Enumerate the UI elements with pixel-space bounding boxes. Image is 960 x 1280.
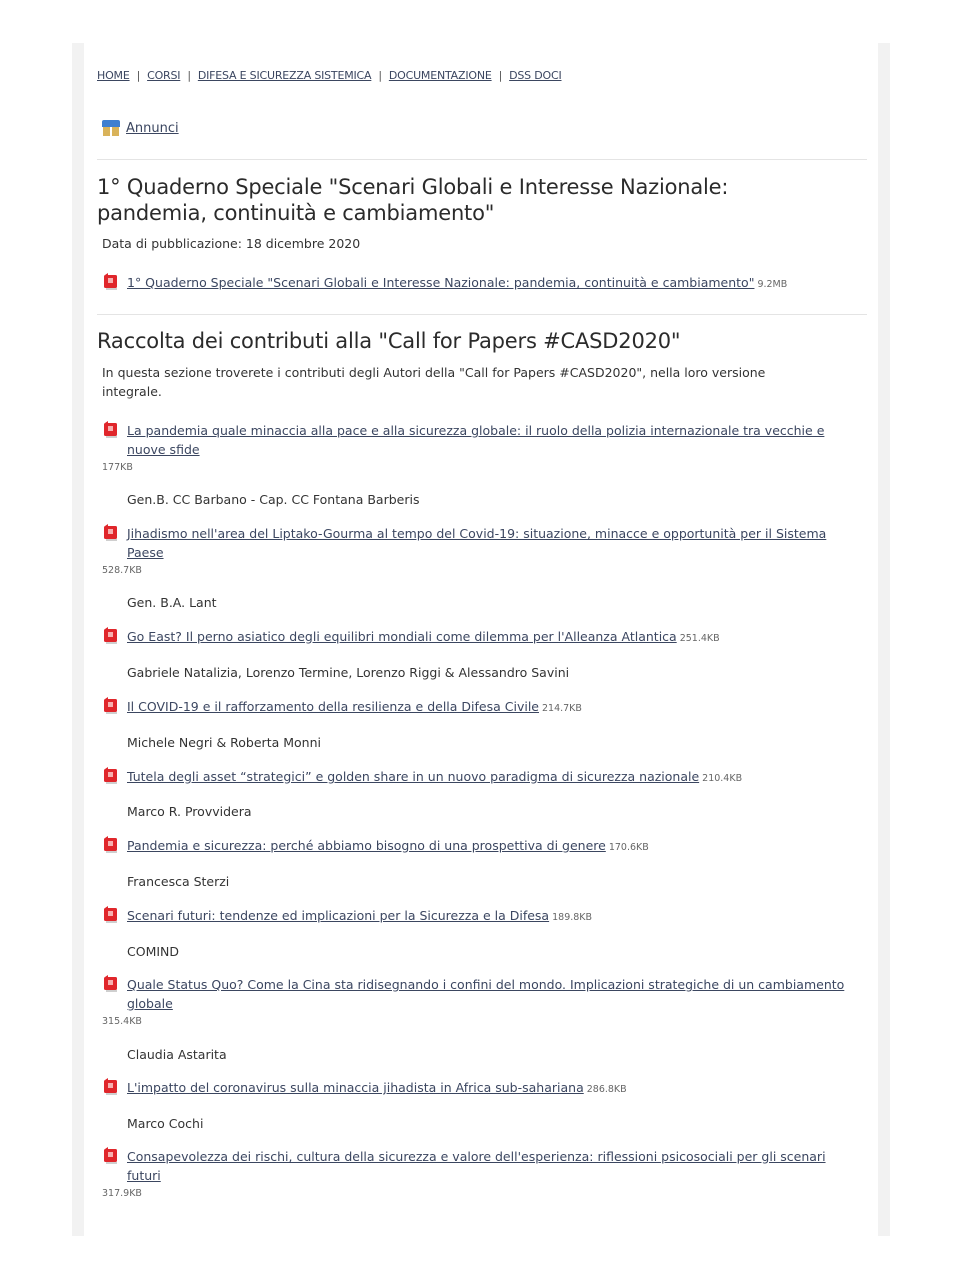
file-size: 189.8KB — [552, 912, 593, 923]
file-link[interactable]: Consapevolezza dei rischi, cultura della sicurezza e valore dell'esperienza: riflessioni psicosociali per gli scenari futuri — [127, 1149, 826, 1183]
file-link[interactable]: Go East? Il perno asiatico degli equilibri mondiali come dilemma per l'Alleanza Atlantica — [127, 629, 677, 644]
file-link[interactable]: Tutela degli asset “strategici” e golden share in un nuovo paradigma di sicurezza nazionale — [127, 769, 700, 784]
file-author: Gen. B.A. Lant — [127, 595, 217, 610]
file-item — [102, 767, 847, 788]
section-title-call-for-papers: Raccolta dei contributi alla "Call for Papers #CASD2020" — [97, 329, 681, 353]
file-size: 317.9KB — [102, 1188, 142, 1199]
announcements-icon — [102, 120, 120, 136]
file-size: 170.6KB — [608, 842, 649, 853]
file-author: Marco Cochi — [127, 1116, 204, 1131]
breadcrumb-documentazione[interactable]: DOCUMENTAZIONE — [388, 69, 492, 82]
file-size: 315.4KB — [102, 1016, 142, 1027]
file-item — [102, 273, 847, 294]
file-link[interactable]: 1° Quaderno Speciale "Scenari Globali e Interesse Nazionale: pandemia, continuità e cambiamento" — [127, 275, 755, 290]
pdf-icon — [102, 524, 119, 541]
pdf-icon — [102, 906, 119, 923]
file-link[interactable]: Il COVID-19 e il rafforzamento della resilienza e della Difesa Civile — [127, 699, 539, 714]
pdf-icon — [102, 273, 119, 290]
file-author: Gen.B. CC Barbano - Cap. CC Fontana Barberis — [127, 492, 420, 507]
file-item — [102, 524, 847, 579]
file-link[interactable]: La pandemia quale minaccia alla pace e alla sicurezza globale: il ruolo della polizia internazionale tra vecchie e nuove sfide — [127, 423, 825, 457]
file-author: Francesca Sterzi — [127, 874, 230, 889]
file-link[interactable]: L'impatto del coronavirus sulla minaccia jihadista in Africa sub-sahariana — [127, 1080, 584, 1095]
file-link[interactable]: Scenari futuri: tendenze ed implicazioni per la Sicurezza e la Difesa — [127, 908, 550, 923]
pdf-icon — [102, 767, 119, 784]
file-link[interactable]: Jihadismo nell'area del Liptako-Gourma al tempo del Covid-19: situazione, minacce e opportunità per il Sistema Paese — [127, 526, 827, 560]
breadcrumb — [97, 69, 562, 82]
file-item — [102, 627, 847, 648]
file-author: Gabriele Natalizia, Lorenzo Termine, Lorenzo Riggi & Alessandro Savini — [127, 665, 570, 680]
section-title-quaderno: 1° Quaderno Speciale "Scenari Globali e Interesse Nazionale: pandemia, continuità e cambiamento" — [97, 175, 729, 225]
breadcrumb-separator: | — [187, 69, 191, 82]
file-item — [102, 1078, 847, 1099]
file-author: COMIND — [127, 944, 180, 959]
pdf-icon — [102, 1078, 119, 1095]
file-item — [102, 1147, 847, 1202]
section-intro: In questa sezione troverete i contributi degli Autori della "Call for Papers #CASD2020", nella loro versione integrale. — [102, 365, 766, 399]
main-content-panel — [84, 43, 878, 1236]
file-link[interactable]: Quale Status Quo? Come la Cina sta ridisegnando i confini del mondo. Implicazioni strategiche di un cambiamento globale — [127, 977, 845, 1011]
announcements-link[interactable]: Annunci — [126, 120, 179, 136]
announcements-link-row — [102, 120, 179, 136]
file-item — [102, 421, 847, 476]
divider — [97, 159, 867, 160]
breadcrumb-separator: | — [378, 69, 382, 82]
pdf-icon — [102, 1147, 119, 1164]
file-size: 177KB — [102, 462, 133, 473]
file-size: 528.7KB — [102, 565, 142, 576]
file-size: 286.8KB — [586, 1084, 627, 1095]
divider — [97, 314, 867, 315]
publication-date: Data di pubblicazione: 18 dicembre 2020 — [102, 236, 361, 251]
file-item — [102, 906, 847, 927]
breadcrumb-dss-doci[interactable]: DSS DOCI — [509, 69, 562, 82]
pdf-icon — [102, 697, 119, 714]
pdf-icon — [102, 836, 119, 853]
pdf-icon — [102, 975, 119, 992]
file-author: Marco R. Provvidera — [127, 804, 252, 819]
breadcrumb-difesa-sicurezza-sistemica[interactable]: DIFESA E SICUREZZA SISTEMICA — [197, 69, 372, 82]
breadcrumb-home[interactable]: HOME — [97, 69, 130, 82]
file-item — [102, 697, 847, 718]
file-size: 251.4KB — [679, 633, 720, 644]
breadcrumb-separator: | — [136, 69, 141, 82]
pdf-icon — [102, 627, 119, 644]
file-size: 210.4KB — [702, 773, 743, 784]
file-item — [102, 975, 847, 1030]
file-author: Claudia Astarita — [127, 1047, 227, 1062]
file-item — [102, 836, 847, 857]
file-author: Michele Negri & Roberta Monni — [127, 735, 321, 750]
file-size: 214.7KB — [541, 703, 582, 714]
file-link[interactable]: Pandemia e sicurezza: perché abbiamo bisogno di una prospettiva di genere — [127, 838, 606, 853]
pdf-icon — [102, 421, 119, 438]
breadcrumb-separator: | — [498, 69, 503, 82]
file-size: 9.2MB — [757, 279, 788, 290]
breadcrumb-corsi[interactable]: CORSI — [147, 69, 181, 82]
